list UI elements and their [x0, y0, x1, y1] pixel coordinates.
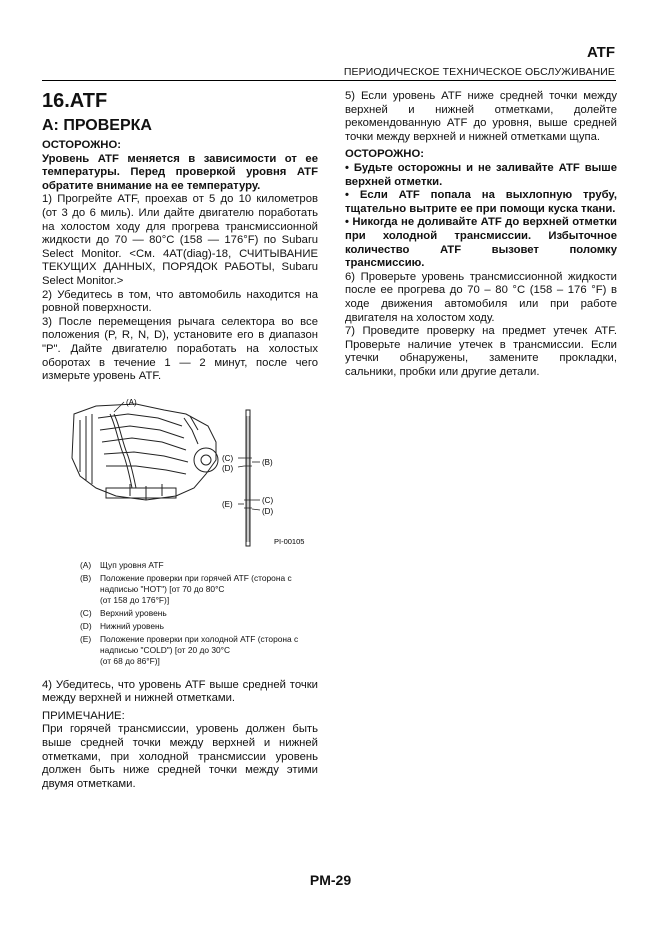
- dipstick-illustration: [244, 410, 252, 546]
- left-column: [42, 90, 318, 791]
- callout-d-hot: (D): [222, 463, 234, 473]
- step-3: 3) После перемещения рычага селектора во все положения (P, R, N, D), установите его в диапазон "P". Дайте двигателю поработать на холостых оборотах в течение 1 — 2 минут, после чего измерьте уровень ATF.: [42, 315, 318, 383]
- legend-text: Верхний уровень: [100, 607, 167, 618]
- callout-b: (B): [262, 457, 273, 467]
- figure-code: PI-00105: [274, 536, 305, 546]
- step-2: 2) Убедитесь в том, что автомобиль находится на ровной поверхности.: [42, 288, 318, 315]
- step-5: 5) Если уровень ATF ниже средней точки между верхней и нижней отметками, долейте рекомендованную ATF до уровня, выше средней точки между верхней и нижней отметками щупа.: [345, 90, 617, 143]
- step-4: 4) Убедитесь, что уровень ATF выше средней точки между верхней и нижней отметками.: [42, 678, 318, 705]
- legend-item: [80, 634, 320, 667]
- section-subtitle: A: ПРОВЕРКА: [42, 117, 152, 134]
- right-column: [345, 90, 617, 379]
- header-subtitle: ПЕРИОДИЧЕСКОЕ ТЕХНИЧЕСКОЕ ОБСЛУЖИВАНИЕ: [343, 66, 615, 78]
- callout-c-hot: (C): [222, 453, 234, 463]
- legend-text: Нижний уровень: [100, 620, 165, 631]
- legend-item: [80, 621, 320, 632]
- step-1: 1) Прогрейте ATF, проехав от 5 до 10 километров (от 3 до 6 миль). Или дайте двигателю поработать на холостом ходу для прогрева трансмиссионной жидкости до 70 — 80°C (158 — 176°F) по Subaru Select Monitor. <См. 4AT(diag)-18, СЧИТЫВАНИЕ ТЕКУЩИХ ДАННЫХ, ПОРЯДОК РАБОТЫ, Subaru Select Monitor.>: [42, 193, 318, 287]
- leader-d1: [238, 466, 244, 467]
- caution-bullet-3: • Никогда не доливайте ATF до верхней отметки при холодной трансмиссии. Избыточное количество ATF вызовет поломку трансмиссию.: [345, 216, 617, 270]
- caution-title: ОСТОРОЖНО:: [42, 139, 122, 151]
- legend-item: [80, 560, 320, 571]
- legend-key: (A): [80, 559, 92, 570]
- legend-key: (B): [80, 572, 92, 583]
- caution-text: Уровень ATF меняется в зависимости от ее температуры. Перед проверкой уровня ATF обратите внимание на ее температуру.: [42, 152, 318, 192]
- legend-item: [80, 573, 320, 606]
- leader-a: [114, 402, 124, 412]
- figure-drawing: [66, 396, 314, 550]
- note-title: ПРИМЕЧАНИЕ:: [42, 709, 125, 722]
- leader-d2: [252, 509, 260, 510]
- page-number: PM-29: [309, 872, 352, 888]
- section-title: 16.ATF: [42, 90, 108, 112]
- caution-title-2: ОСТОРОЖНО:: [345, 148, 425, 161]
- transmission-illustration: [72, 404, 218, 500]
- callout-d-cold: (D): [262, 506, 274, 516]
- caution-bullet-1: • Будьте осторожны и не заливайте ATF выше верхней отметки.: [345, 161, 617, 188]
- callout-e: (E): [222, 499, 233, 509]
- figure-legend: [80, 560, 320, 667]
- callout-c-cold: (C): [262, 495, 274, 505]
- step-7: 7) Проведите проверку на предмет утечек ATF. Проверьте наличие утечек в трансмиссии. Если утечки обнаружены, замените прокладки, сальники, пробки или другие детали.: [345, 325, 617, 378]
- header-title: ATF: [586, 44, 615, 61]
- legend-text: Положение проверки при горячей ATF (сторона с надписью "HOT") [от 70 до 80°C (от 158 до 176°F)]: [100, 572, 292, 605]
- step-6: 6) Проверьте уровень трансмиссионной жидкости после ее прогрева до 70 – 80 °C (158 – 176 °F) в ходе движения автомобиля или при работе двигателя на холостом ходу.: [345, 270, 617, 324]
- legend-item: [80, 608, 320, 619]
- header-divider: [42, 80, 616, 81]
- caution-bullet-2: • Если ATF попала на выхлопную трубу, тщательно вытрите ее при помощи куска ткани.: [345, 189, 617, 215]
- legend-key: (D): [80, 620, 92, 631]
- note-text: При горячей трансмиссии, уровень должен быть выше средней точки между верхней и нижней отметками, при холодной трансмиссии уровень должен быть ниже средней точки между этими двумя отметками.: [42, 723, 318, 790]
- legend-key: (E): [80, 633, 92, 644]
- legend-text: Положение проверки при холодной ATF (сторона с надписью "COLD") [от 20 до 30°C (от 68 до 86°F)]: [100, 633, 299, 666]
- legend-text: Щуп уровня ATF: [100, 559, 164, 570]
- legend-key: (C): [80, 607, 92, 618]
- transmission-dipstick-figure: [66, 396, 314, 550]
- callout-a: (A): [126, 397, 137, 407]
